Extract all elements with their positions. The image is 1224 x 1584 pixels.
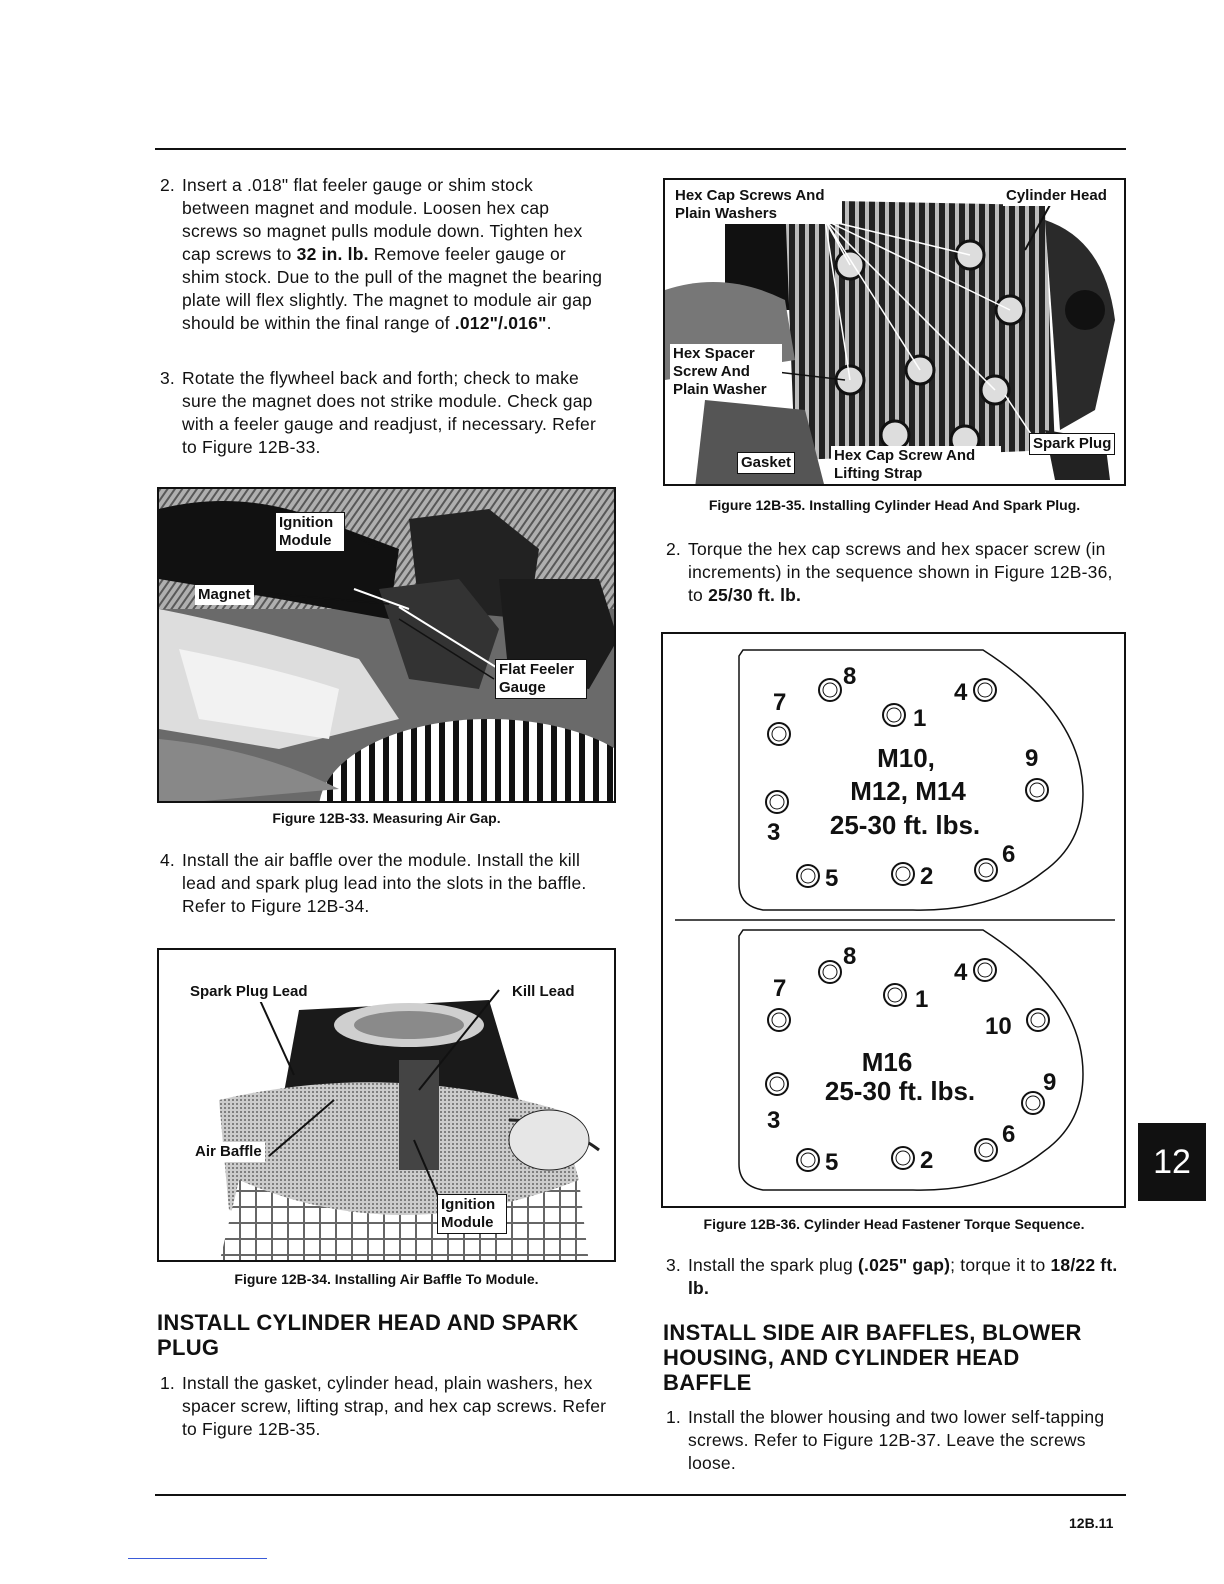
- bolt-top-8: [819, 679, 841, 701]
- num-top-8: 8: [843, 663, 857, 690]
- label-cylinder-head: Cylinder Head: [1003, 186, 1110, 206]
- num-top-3: 3: [767, 819, 781, 846]
- num-top-1: 1: [913, 705, 927, 732]
- num-bottom-8: 8: [843, 943, 857, 970]
- spec-bottom-torque: 25-30 ft. lbs.: [824, 1076, 976, 1106]
- num-bottom-9: 9: [1043, 1069, 1057, 1096]
- label-flat-feeler-gauge: Flat Feeler Gauge: [495, 659, 587, 699]
- bolt-bottom-5: [797, 1149, 819, 1171]
- label-ignition-module-2: Ignition Module: [437, 1194, 507, 1234]
- label-air-baffle: Air Baffle: [192, 1142, 265, 1162]
- num-top-2: 2: [920, 863, 934, 890]
- label-magnet: Magnet: [195, 585, 254, 605]
- figure-12b-33: [157, 487, 616, 803]
- left-step-3: 3. Rotate the flywheel back and forth; check to make sure the magnet does not strike module. Check gap with a feeler gauge and readjust, if necessary. Refer to Figure 12B-33.: [160, 368, 596, 457]
- num-bottom-7: 7: [773, 975, 787, 1002]
- label-hex-spacer: Hex Spacer Screw And Plain Washer: [670, 344, 782, 400]
- num-top-5: 5: [825, 865, 839, 892]
- bolt-bottom-9: [1022, 1092, 1044, 1114]
- num-bottom-2: 2: [920, 1147, 934, 1174]
- num-bottom-6: 6: [1002, 1121, 1016, 1148]
- caption-figure-12b-33: Figure 12B-33. Measuring Air Gap.: [272, 810, 501, 826]
- air-gap-photo: [159, 489, 616, 803]
- bolt-bottom-6: [975, 1139, 997, 1161]
- figure-12b-34: [157, 948, 616, 1262]
- section-heading-side-air-baffles: INSTALL SIDE AIR BAFFLES, BLOWER HOUSING, AND CYLINDER HEAD BAFFLE: [663, 1320, 1082, 1395]
- bolt-top-1: [883, 704, 905, 726]
- num-top-9: 9: [1025, 745, 1039, 772]
- right-step-1: 1. Install the blower housing and two lower self-tapping screws. Refer to Figure 12B-37. Leave the screws loose.: [666, 1407, 1105, 1473]
- bolt-top-7: [768, 723, 790, 745]
- caption-figure-12b-34: Figure 12B-34. Installing Air Baffle To Module.: [234, 1271, 539, 1287]
- num-bottom-4: 4: [954, 959, 968, 986]
- left-step-1: 1. Install the gasket, cylinder head, plain washers, hex spacer screw, lifting strap, and hex cap screws. Refer to Figure 12B-35.: [160, 1373, 607, 1439]
- num-top-7: 7: [773, 689, 787, 716]
- bolt-top-9: [1026, 779, 1048, 801]
- label-spark-plug-lead: Spark Plug Lead: [187, 982, 311, 1002]
- label-gasket: Gasket: [737, 452, 795, 474]
- bolt-bottom-4: [974, 959, 996, 981]
- chapter-tab: 12: [1138, 1123, 1206, 1201]
- bolt-bottom-2: [892, 1147, 914, 1169]
- right-step-2: 2. Torque the hex cap screws and hex spacer screw (in increments) in the sequence shown in Figure 12B-36, to 25/30 ft. lb.: [666, 539, 1113, 605]
- label-kill-lead: Kill Lead: [509, 982, 578, 1002]
- num-top-4: 4: [954, 679, 968, 706]
- label-spark-plug: Spark Plug: [1029, 433, 1115, 455]
- caption-figure-12b-35: Figure 12B-35. Installing Cylinder Head And Spark Plug.: [708, 497, 1081, 513]
- label-hex-cap-screws: Hex Cap Screws And Plain Washers: [672, 186, 842, 224]
- figure-12b-35: [663, 178, 1126, 486]
- figure-12b-36: [661, 632, 1126, 1208]
- bolt-bottom-7: [768, 1009, 790, 1031]
- label-ignition-module: Ignition Module: [275, 512, 345, 552]
- caption-figure-12b-36: Figure 12B-36. Cylinder Head Fastener Torque Sequence.: [703, 1216, 1085, 1232]
- right-step-3: 3. Install the spark plug (.025" gap); torque it to 18/22 ft. lb.: [666, 1255, 1118, 1298]
- spec-top-model: M10,: [877, 743, 935, 773]
- bolt-bottom-3: [766, 1073, 788, 1095]
- num-top-6: 6: [1002, 841, 1016, 868]
- bolt-bottom-8: [819, 961, 841, 983]
- bolt-top-5: [797, 865, 819, 887]
- torque-sequence-diagram: [663, 634, 1126, 1208]
- spec-bottom-model: M16: [861, 1047, 913, 1077]
- bolt-bottom-1: [884, 984, 906, 1006]
- bolt-top-3: [766, 791, 788, 813]
- left-step-2: 2. Insert a .018" flat feeler gauge or shim stock between magnet and module. Loosen hex cap screws so magnet pulls module down. Tighten hex cap screws to 32 in. lb. Remove feeler gauge or shim stock. Due to the pull of the magnet the bearing plate will flex slightly. The magnet to module air gap should be within the final range of .012"/.016".: [160, 175, 603, 333]
- bottom-rule: [155, 1494, 1126, 1496]
- bolt-top-6: [975, 859, 997, 881]
- left-step-4: 4. Install the air baffle over the module. Install the kill lead and spark plug lead into the slots in the baffle. Refer to Figure 12B-34.: [160, 850, 587, 916]
- num-bottom-10: 10: [985, 1013, 1012, 1040]
- bolt-top-4: [974, 679, 996, 701]
- num-bottom-1: 1: [915, 986, 929, 1013]
- num-bottom-3: 3: [767, 1107, 781, 1134]
- spec-top-model2: M12, M14: [850, 776, 966, 806]
- bolt-bottom-10: [1027, 1009, 1049, 1031]
- label-lifting-strap: Hex Cap Screw And Lifting Strap: [831, 446, 1001, 484]
- num-bottom-5: 5: [825, 1149, 839, 1176]
- section-heading-cylinder-head: INSTALL CYLINDER HEAD AND SPARK PLUG: [157, 1310, 579, 1360]
- spec-top-torque: 25-30 ft. lbs.: [829, 810, 981, 840]
- page-number: 12B.11: [1069, 1515, 1114, 1531]
- bolt-top-2: [892, 863, 914, 885]
- bottom-line-mark: [128, 1558, 267, 1559]
- top-rule: [155, 148, 1126, 150]
